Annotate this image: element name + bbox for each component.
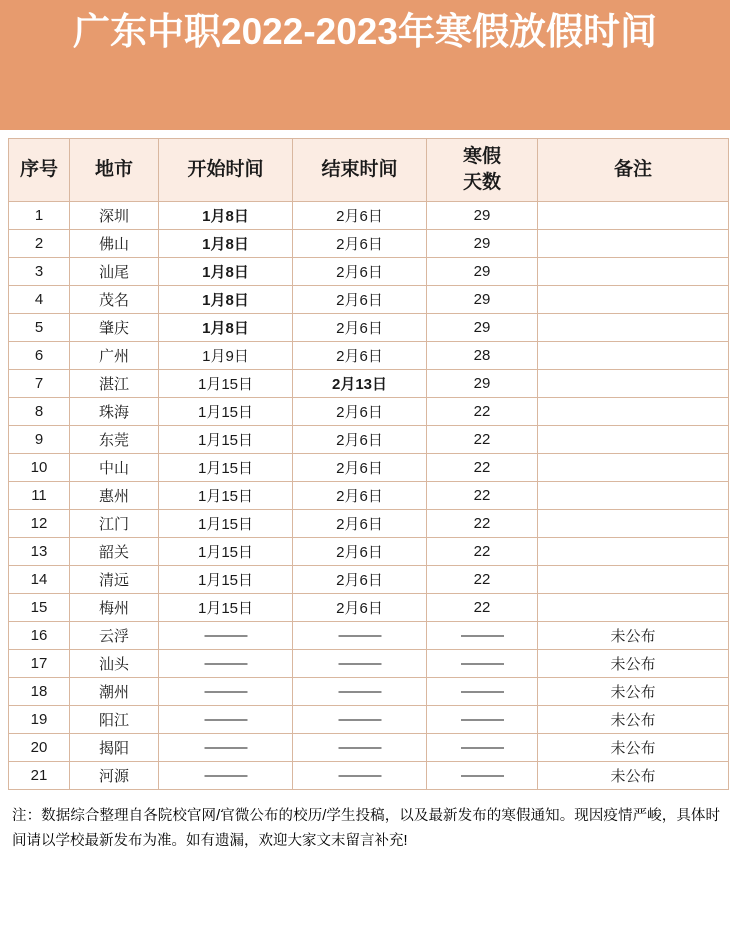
cell-city: 梅州	[70, 594, 159, 622]
cell-index: 21	[9, 762, 70, 790]
table-row	[9, 510, 729, 538]
cell-end-date: 2月6日	[293, 426, 427, 454]
column-header-city: 地市	[70, 139, 159, 202]
cell-start-date: 1月15日	[159, 538, 293, 566]
cell-note: 未公布	[538, 762, 729, 790]
table-row	[9, 314, 729, 342]
cell-index: 7	[9, 370, 70, 398]
cell-note: 未公布	[538, 650, 729, 678]
cell-days: ———	[427, 622, 538, 650]
column-header-end-date: 结束时间	[293, 139, 427, 202]
table-row	[9, 482, 729, 510]
cell-city: 汕尾	[70, 258, 159, 286]
cell-index: 13	[9, 538, 70, 566]
cell-city: 阳江	[70, 706, 159, 734]
cell-start-date: 1月15日	[159, 370, 293, 398]
cell-index: 20	[9, 734, 70, 762]
cell-city: 湛江	[70, 370, 159, 398]
cell-index: 18	[9, 678, 70, 706]
cell-days: 22	[427, 510, 538, 538]
cell-days: 28	[427, 342, 538, 370]
table-row	[9, 706, 729, 734]
cell-index: 6	[9, 342, 70, 370]
cell-note	[538, 594, 729, 622]
cell-index: 12	[9, 510, 70, 538]
cell-note	[538, 370, 729, 398]
cell-start-date: 1月8日	[159, 314, 293, 342]
column-header-days	[427, 139, 538, 202]
cell-city: 广州	[70, 342, 159, 370]
cell-note	[538, 342, 729, 370]
cell-city: 云浮	[70, 622, 159, 650]
header-banner	[0, 0, 730, 130]
cell-start-date: 1月8日	[159, 258, 293, 286]
cell-end-date: 2月6日	[293, 454, 427, 482]
cell-city: 河源	[70, 762, 159, 790]
cell-start-date: ———	[159, 650, 293, 678]
cell-note	[538, 538, 729, 566]
table-row	[9, 538, 729, 566]
cell-index: 11	[9, 482, 70, 510]
cell-city: 珠海	[70, 398, 159, 426]
table-row	[9, 762, 729, 790]
table-row	[9, 678, 729, 706]
cell-index: 1	[9, 202, 70, 230]
cell-start-date: ———	[159, 762, 293, 790]
table-row	[9, 454, 729, 482]
cell-index: 9	[9, 426, 70, 454]
table-row	[9, 566, 729, 594]
cell-days: ———	[427, 678, 538, 706]
column-header-start-date: 开始时间	[159, 139, 293, 202]
cell-end-date: 2月6日	[293, 342, 427, 370]
table-row	[9, 594, 729, 622]
cell-start-date: 1月8日	[159, 202, 293, 230]
cell-start-date: 1月9日	[159, 342, 293, 370]
cell-end-date: 2月6日	[293, 594, 427, 622]
cell-note	[538, 426, 729, 454]
table-container	[0, 138, 730, 790]
table-body	[9, 202, 729, 790]
cell-note: 未公布	[538, 678, 729, 706]
cell-note: 未公布	[538, 622, 729, 650]
cell-start-date: ———	[159, 706, 293, 734]
table-header-row	[9, 139, 729, 202]
table-row	[9, 286, 729, 314]
cell-end-date: ———	[293, 706, 427, 734]
cell-days: ———	[427, 734, 538, 762]
cell-index: 8	[9, 398, 70, 426]
cell-start-date: ———	[159, 622, 293, 650]
cell-index: 3	[9, 258, 70, 286]
table-row	[9, 734, 729, 762]
cell-index: 14	[9, 566, 70, 594]
cell-note	[538, 202, 729, 230]
table-row	[9, 426, 729, 454]
cell-index: 4	[9, 286, 70, 314]
table-row	[9, 650, 729, 678]
cell-days: ———	[427, 762, 538, 790]
cell-city: 茂名	[70, 286, 159, 314]
cell-days: 22	[427, 398, 538, 426]
cell-end-date: 2月6日	[293, 566, 427, 594]
cell-start-date: 1月8日	[159, 286, 293, 314]
cell-index: 2	[9, 230, 70, 258]
cell-end-date: 2月6日	[293, 286, 427, 314]
cell-start-date: 1月15日	[159, 454, 293, 482]
cell-note	[538, 566, 729, 594]
cell-start-date: 1月15日	[159, 566, 293, 594]
cell-city: 韶关	[70, 538, 159, 566]
cell-end-date: ———	[293, 622, 427, 650]
cell-days: 29	[427, 314, 538, 342]
cell-end-date: ———	[293, 734, 427, 762]
cell-note	[538, 398, 729, 426]
cell-start-date: ———	[159, 734, 293, 762]
column-header-note: 备注	[538, 139, 729, 202]
table-row	[9, 622, 729, 650]
cell-start-date: 1月15日	[159, 426, 293, 454]
cell-days: 29	[427, 202, 538, 230]
column-header-days-line2: 天数	[462, 172, 501, 193]
footnote-text: 注：数据综合整理自各院校官网/官微公布的校历/学生投稿，以及最新发布的寒假通知。现因疫情严峻，具体时间请以学校最新发布为准。如有遗漏，欢迎大家文末留言补充!	[12, 808, 720, 849]
cell-city: 清远	[70, 566, 159, 594]
cell-start-date: 1月15日	[159, 398, 293, 426]
cell-end-date: 2月6日	[293, 538, 427, 566]
table-row	[9, 370, 729, 398]
cell-city: 汕头	[70, 650, 159, 678]
cell-start-date: 1月15日	[159, 594, 293, 622]
cell-start-date: 1月8日	[159, 230, 293, 258]
cell-end-date: ———	[293, 650, 427, 678]
cell-note	[538, 314, 729, 342]
cell-index: 5	[9, 314, 70, 342]
cell-index: 19	[9, 706, 70, 734]
table-row	[9, 398, 729, 426]
cell-city: 东莞	[70, 426, 159, 454]
cell-end-date: 2月6日	[293, 398, 427, 426]
cell-index: 16	[9, 622, 70, 650]
cell-note	[538, 230, 729, 258]
cell-city: 深圳	[70, 202, 159, 230]
cell-end-date: 2月6日	[293, 230, 427, 258]
cell-index: 10	[9, 454, 70, 482]
cell-start-date: 1月15日	[159, 510, 293, 538]
cell-days: 29	[427, 230, 538, 258]
column-header-index: 序号	[9, 139, 70, 202]
cell-note	[538, 454, 729, 482]
table-row	[9, 230, 729, 258]
cell-note	[538, 258, 729, 286]
cell-days: 22	[427, 566, 538, 594]
cell-note	[538, 482, 729, 510]
cell-days: 29	[427, 370, 538, 398]
cell-end-date: ———	[293, 678, 427, 706]
cell-city: 惠州	[70, 482, 159, 510]
cell-end-date: 2月6日	[293, 510, 427, 538]
cell-note: 未公布	[538, 734, 729, 762]
table-row	[9, 342, 729, 370]
cell-index: 17	[9, 650, 70, 678]
cell-days: 29	[427, 258, 538, 286]
cell-days: 29	[427, 286, 538, 314]
cell-city: 中山	[70, 454, 159, 482]
page-title: 广东中职2022-2023年寒假放假时间	[73, 11, 657, 52]
cell-end-date: ———	[293, 762, 427, 790]
cell-city: 揭阳	[70, 734, 159, 762]
cell-end-date: 2月6日	[293, 314, 427, 342]
cell-end-date: 2月13日	[293, 370, 427, 398]
cell-days: 22	[427, 454, 538, 482]
cell-city: 佛山	[70, 230, 159, 258]
table-row	[9, 202, 729, 230]
cell-city: 江门	[70, 510, 159, 538]
column-header-days-line1: 寒假	[462, 146, 501, 167]
cell-days: 22	[427, 538, 538, 566]
table-row	[9, 258, 729, 286]
table-header	[9, 139, 729, 202]
cell-note	[538, 510, 729, 538]
cell-start-date: 1月15日	[159, 482, 293, 510]
cell-note: 未公布	[538, 706, 729, 734]
cell-days: ———	[427, 706, 538, 734]
cell-city: 肇庆	[70, 314, 159, 342]
cell-days: 22	[427, 594, 538, 622]
cell-end-date: 2月6日	[293, 258, 427, 286]
cell-days: 22	[427, 426, 538, 454]
cell-note	[538, 286, 729, 314]
cell-start-date: ———	[159, 678, 293, 706]
cell-end-date: 2月6日	[293, 482, 427, 510]
cell-days: ———	[427, 650, 538, 678]
cell-city: 潮州	[70, 678, 159, 706]
cell-days: 22	[427, 482, 538, 510]
cell-end-date: 2月6日	[293, 202, 427, 230]
holiday-schedule-table	[8, 138, 729, 790]
cell-index: 15	[9, 594, 70, 622]
